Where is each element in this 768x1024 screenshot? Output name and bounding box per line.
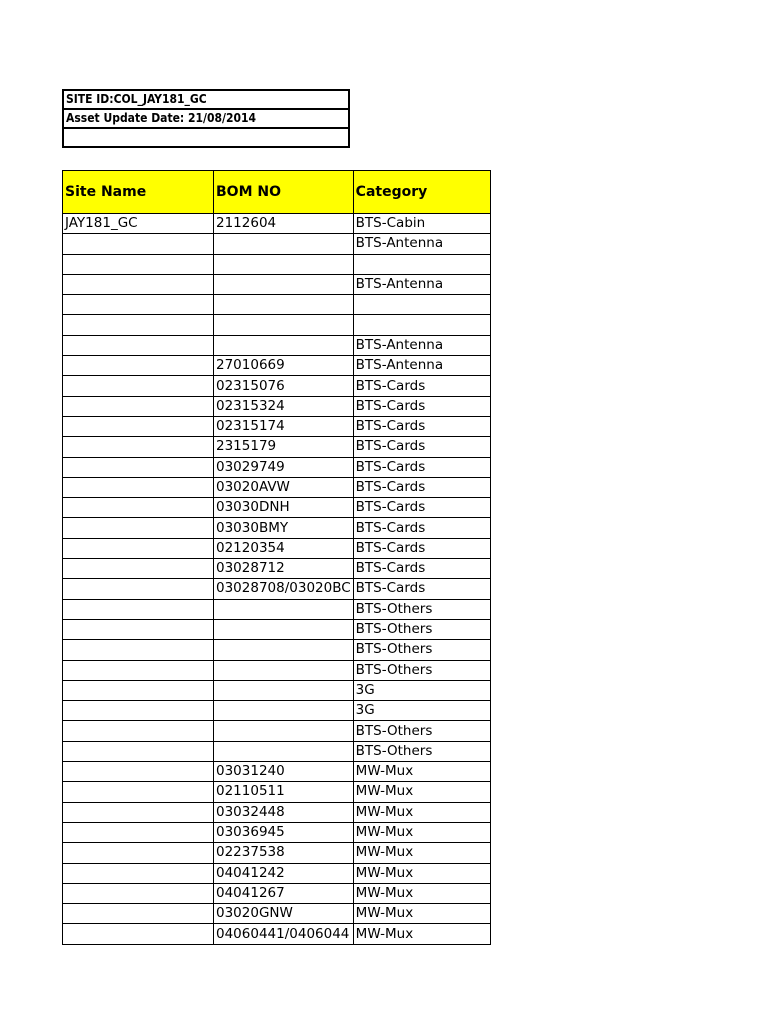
table-row <box>63 518 491 538</box>
category-cell: BTS-Cards <box>353 579 490 599</box>
category-cell: BTS-Cards <box>353 559 490 579</box>
site-name-cell <box>63 396 214 416</box>
bom-no-cell <box>214 599 354 619</box>
site-name-cell <box>63 883 214 903</box>
bom-no-cell <box>214 660 354 680</box>
site-id-row <box>63 90 349 109</box>
table-row <box>63 721 491 741</box>
site-name-cell <box>63 416 214 436</box>
table-row <box>63 802 491 822</box>
table-row <box>63 295 491 315</box>
category-cell: MW-Mux <box>353 904 490 924</box>
bom-no-cell <box>214 741 354 761</box>
table-row <box>63 274 491 294</box>
table-row <box>63 356 491 376</box>
column-header-bom-no: BOM NO <box>214 171 354 214</box>
site-name-cell <box>63 619 214 639</box>
table-row <box>63 315 491 335</box>
category-cell <box>353 254 490 274</box>
bom-no-cell <box>214 234 354 254</box>
category-cell: BTS-Cards <box>353 376 490 396</box>
blank-info-cell <box>63 128 349 147</box>
bom-no-cell: 2112604 <box>214 214 354 234</box>
category-cell: MW-Mux <box>353 843 490 863</box>
category-cell: 3G <box>353 680 490 700</box>
category-cell: BTS-Others <box>353 741 490 761</box>
category-cell: BTS-Others <box>353 640 490 660</box>
site-name-cell <box>63 234 214 254</box>
table-row <box>63 376 491 396</box>
table-row <box>63 254 491 274</box>
table-row <box>63 701 491 721</box>
site-name-cell <box>63 376 214 396</box>
bom-no-cell: 03030DNH <box>214 498 354 518</box>
category-cell: MW-Mux <box>353 762 490 782</box>
category-cell: BTS-Cards <box>353 498 490 518</box>
table-row <box>63 559 491 579</box>
table-row <box>63 924 491 944</box>
site-name-cell <box>63 701 214 721</box>
bom-no-cell: 03020GNW <box>214 904 354 924</box>
site-name-cell <box>63 457 214 477</box>
bom-no-cell: 03030BMY <box>214 518 354 538</box>
asset-table-body <box>63 214 491 945</box>
site-name-cell <box>63 335 214 355</box>
category-cell <box>353 295 490 315</box>
category-cell: BTS-Cards <box>353 437 490 457</box>
site-name-cell <box>63 640 214 660</box>
table-header-row <box>63 171 491 214</box>
category-cell: MW-Mux <box>353 782 490 802</box>
table-row <box>63 762 491 782</box>
category-cell: BTS-Cards <box>353 457 490 477</box>
category-cell: MW-Mux <box>353 863 490 883</box>
bom-no-cell <box>214 680 354 700</box>
column-header-category: Category <box>353 171 490 214</box>
table-row <box>63 660 491 680</box>
category-cell: BTS-Others <box>353 599 490 619</box>
asset-update-date-cell: Asset Update Date: 21/08/2014 <box>63 109 349 128</box>
category-cell: MW-Mux <box>353 924 490 944</box>
site-name-cell <box>63 822 214 842</box>
category-cell: BTS-Others <box>353 619 490 639</box>
bom-no-cell <box>214 619 354 639</box>
asset-table <box>62 170 491 945</box>
table-row <box>63 843 491 863</box>
category-cell: BTS-Cards <box>353 518 490 538</box>
category-cell: BTS-Cards <box>353 538 490 558</box>
table-row <box>63 904 491 924</box>
site-id-cell: SITE ID:COL_JAY181_GC <box>63 90 349 109</box>
category-cell: 3G <box>353 701 490 721</box>
category-cell: BTS-Cards <box>353 477 490 497</box>
bom-no-cell: 03031240 <box>214 762 354 782</box>
table-row <box>63 579 491 599</box>
table-row <box>63 741 491 761</box>
table-row <box>63 680 491 700</box>
site-name-cell <box>63 904 214 924</box>
site-name-cell <box>63 477 214 497</box>
bom-no-cell: 02120354 <box>214 538 354 558</box>
bom-no-cell: 03020AVW <box>214 477 354 497</box>
bom-no-cell <box>214 295 354 315</box>
table-row <box>63 883 491 903</box>
category-cell: MW-Mux <box>353 822 490 842</box>
table-row <box>63 335 491 355</box>
table-row <box>63 599 491 619</box>
site-name-cell <box>63 843 214 863</box>
site-name-cell <box>63 924 214 944</box>
site-info-table <box>62 89 350 148</box>
category-cell: BTS-Antenna <box>353 274 490 294</box>
category-cell: BTS-Cabin <box>353 214 490 234</box>
category-cell: MW-Mux <box>353 802 490 822</box>
bom-no-cell: 03028708/03020BC <box>214 579 354 599</box>
table-row <box>63 538 491 558</box>
site-name-cell <box>63 437 214 457</box>
bom-no-cell <box>214 254 354 274</box>
category-cell: BTS-Antenna <box>353 335 490 355</box>
bom-no-cell: 02315076 <box>214 376 354 396</box>
site-name-cell <box>63 802 214 822</box>
asset-update-date-row <box>63 109 349 128</box>
bom-no-cell <box>214 640 354 660</box>
table-row <box>63 619 491 639</box>
table-row <box>63 437 491 457</box>
site-name-cell <box>63 599 214 619</box>
bom-no-cell: 02237538 <box>214 843 354 863</box>
table-row <box>63 416 491 436</box>
table-row <box>63 477 491 497</box>
category-cell: BTS-Cards <box>353 416 490 436</box>
site-name-cell <box>63 295 214 315</box>
bom-no-cell <box>214 721 354 741</box>
bom-no-cell: 04060441/0406044 <box>214 924 354 944</box>
bom-no-cell: 03032448 <box>214 802 354 822</box>
site-name-cell <box>63 356 214 376</box>
bom-no-cell: 27010669 <box>214 356 354 376</box>
site-name-cell <box>63 559 214 579</box>
site-name-cell <box>63 721 214 741</box>
bom-no-cell: 2315179 <box>214 437 354 457</box>
bom-no-cell <box>214 701 354 721</box>
bom-no-cell: 03036945 <box>214 822 354 842</box>
table-row <box>63 214 491 234</box>
table-row <box>63 396 491 416</box>
site-name-cell <box>63 274 214 294</box>
category-cell: BTS-Others <box>353 660 490 680</box>
site-name-cell <box>63 498 214 518</box>
category-cell: BTS-Others <box>353 721 490 741</box>
site-name-cell <box>63 660 214 680</box>
site-name-cell <box>63 782 214 802</box>
bom-no-cell: 03029749 <box>214 457 354 477</box>
blank-info-row <box>63 128 349 147</box>
table-row <box>63 498 491 518</box>
category-cell: BTS-Antenna <box>353 356 490 376</box>
table-row <box>63 457 491 477</box>
category-cell: MW-Mux <box>353 883 490 903</box>
site-name-cell: JAY181_GC <box>63 214 214 234</box>
site-name-cell <box>63 762 214 782</box>
bom-no-cell: 03028712 <box>214 559 354 579</box>
table-row <box>63 822 491 842</box>
table-row <box>63 640 491 660</box>
site-name-cell <box>63 579 214 599</box>
bom-no-cell: 02315174 <box>214 416 354 436</box>
bom-no-cell: 04041267 <box>214 883 354 903</box>
site-name-cell <box>63 863 214 883</box>
bom-no-cell: 02110511 <box>214 782 354 802</box>
bom-no-cell <box>214 315 354 335</box>
site-name-cell <box>63 741 214 761</box>
table-row <box>63 863 491 883</box>
bom-no-cell: 04041242 <box>214 863 354 883</box>
table-row <box>63 782 491 802</box>
site-name-cell <box>63 254 214 274</box>
category-cell: BTS-Cards <box>353 396 490 416</box>
category-cell <box>353 315 490 335</box>
bom-no-cell: 02315324 <box>214 396 354 416</box>
site-name-cell <box>63 680 214 700</box>
bom-no-cell <box>214 274 354 294</box>
column-header-site-name: Site Name <box>63 171 214 214</box>
site-name-cell <box>63 518 214 538</box>
bom-no-cell <box>214 335 354 355</box>
site-name-cell <box>63 538 214 558</box>
category-cell: BTS-Antenna <box>353 234 490 254</box>
site-name-cell <box>63 315 214 335</box>
table-row <box>63 234 491 254</box>
